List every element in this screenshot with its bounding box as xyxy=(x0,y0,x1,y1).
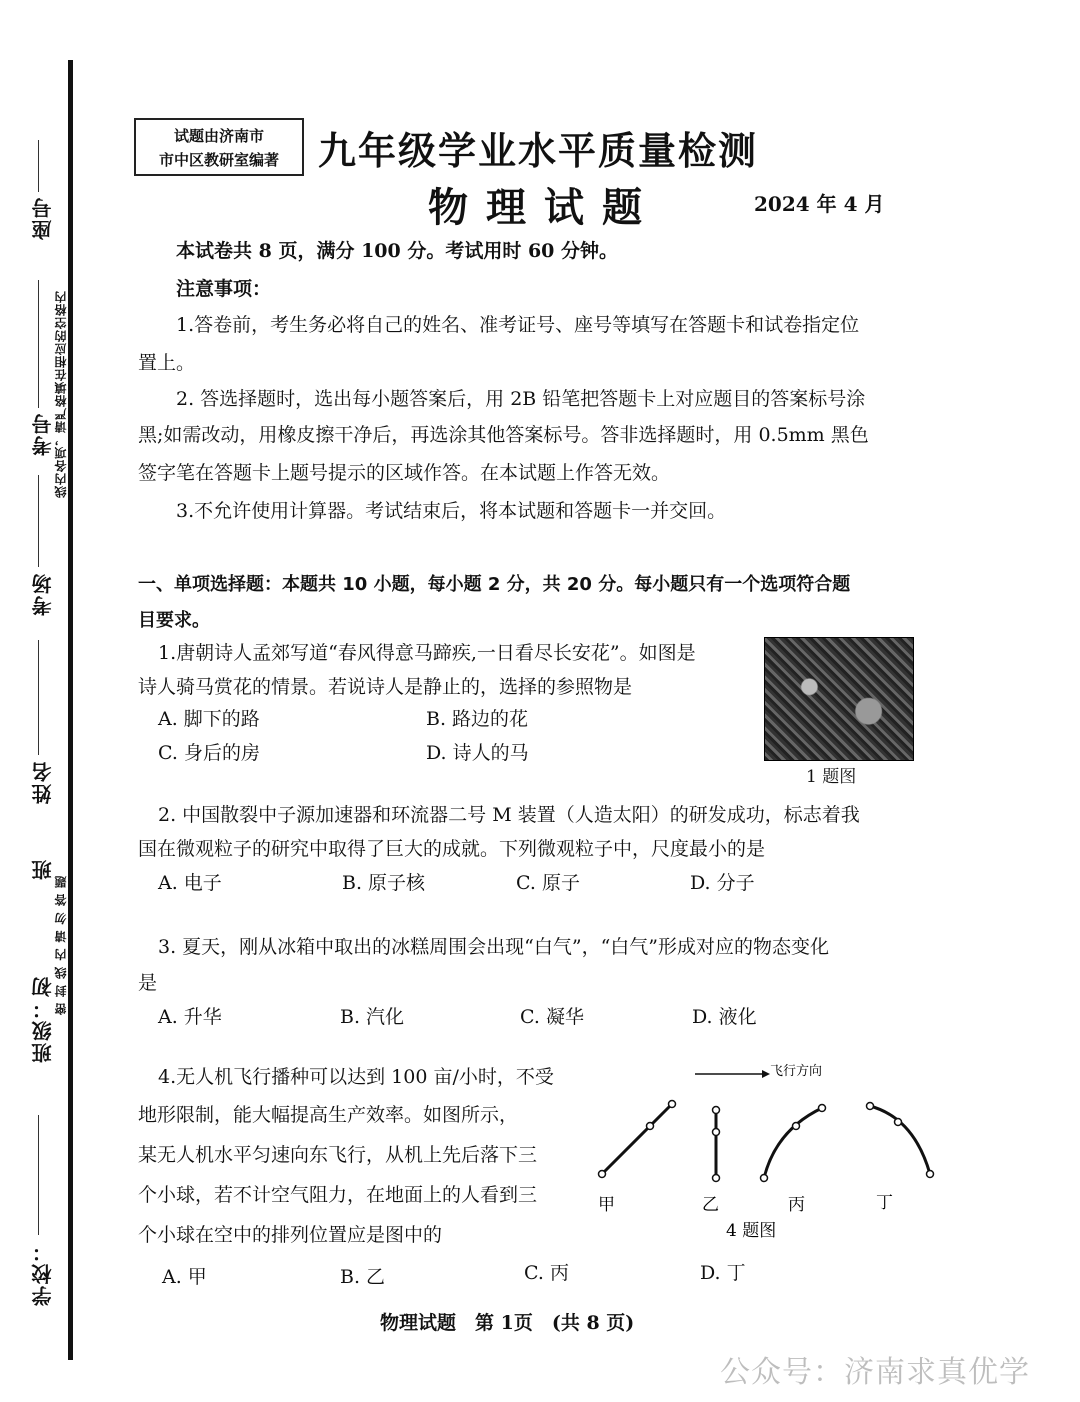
q4-figure-caption: 4 题图 xyxy=(726,1221,777,1241)
flight-direction-arrow xyxy=(695,1070,770,1078)
exam-summary: 本试卷共 8 页，满分 100 分。考试用时 60 分钟。 xyxy=(176,240,619,262)
notice-title: 注意事项： xyxy=(176,278,272,300)
margin-fill-note: 线内各项，请严格填在相应的空格内 xyxy=(54,290,68,498)
page-footer: 物理试题 第 1页 (共 8 页) xyxy=(380,1312,635,1334)
q4-option-b: B. 乙 xyxy=(340,1266,386,1288)
exam-room-blank xyxy=(38,475,39,567)
diagram-jia-balls xyxy=(599,1101,676,1178)
school-blank xyxy=(38,1115,39,1235)
diagram-bing-balls xyxy=(761,1105,826,1182)
q1-option-d: D. 诗人的马 xyxy=(426,742,529,764)
margin-seat-label: 座号 xyxy=(31,196,55,240)
q3-option-d: D. 液化 xyxy=(692,1006,757,1028)
name-blank xyxy=(38,640,39,755)
q2-line1: 2. 中国散裂中子源加速器和环流器二号 M 装置（人造太阳）的研发成功，标志着我 xyxy=(158,804,860,826)
q1-line2: 诗人骑马赏花的情景。若说诗人是静止的，选择的参照物是 xyxy=(138,676,633,698)
margin-exam-room-label: 考场 xyxy=(31,572,55,616)
q1-line1: 1.唐朝诗人孟郊写道“春风得意马蹄疾,一日看尽长安花”。如图是 xyxy=(158,642,696,664)
q4-line4: 个小球，若不计空气阻力，在地面上的人看到三 xyxy=(138,1184,538,1206)
q4-line2: 地形限制，能大幅提高生产效率。如图所示， xyxy=(138,1104,519,1126)
rule2-line3: 签字笔在答题卡上题号提示的区域作答。在本试题上作答无效。 xyxy=(138,462,671,484)
q4-ball-arrangement-diagram xyxy=(590,1058,950,1248)
compiler-note-line1: 试题由济南市 xyxy=(173,127,264,145)
q4-option-c: C. 丙 xyxy=(524,1262,569,1284)
diagram-yi-balls xyxy=(713,1107,720,1182)
exam-no-blank xyxy=(38,280,39,408)
q3-line2: 是 xyxy=(138,972,158,994)
seat-blank xyxy=(38,140,39,192)
q2-option-a: A. 电子 xyxy=(158,872,222,894)
rule1-line2: 置上。 xyxy=(138,352,196,374)
margin-name-label: 姓名 xyxy=(31,760,55,804)
q1-option-b: B. 路边的花 xyxy=(426,708,529,730)
compiler-note-line2: 市中区教研室编著 xyxy=(158,151,279,169)
poet-riding-horse-image xyxy=(764,637,914,761)
margin-class-full-label: 班级：初 xyxy=(31,975,55,1063)
q4-option-d: D. 丁 xyxy=(700,1262,746,1284)
margin-school-label: 学校： xyxy=(31,1240,55,1306)
q2-option-b: B. 原子核 xyxy=(342,872,426,894)
q3-line1: 3. 夏天，刚从冰箱中取出的冰糕周围会出现“白气”，“白气”形成对应的物态变化 xyxy=(158,936,830,958)
q3-option-c: C. 凝华 xyxy=(520,1006,584,1028)
rule3: 3.不允许使用计算器。考试结束后，将本试题和答题卡一并交回。 xyxy=(176,500,727,522)
margin-class-label: 班 xyxy=(31,858,55,880)
q1-option-a: A. 脚下的路 xyxy=(158,708,260,730)
rule2-line1: 2. 答选择题时，选出每小题答案后，用 2B 铅笔把答题卡上对应题目的答案标号涂 xyxy=(176,388,866,410)
section1-heading-cont: 目要求。 xyxy=(138,610,210,631)
binding-line xyxy=(68,60,73,1360)
compiler-note-box xyxy=(134,118,304,176)
q2-line2: 国在微观粒子的研究中取得了巨大的成就。下列微观粒子中，尺度最小的是 xyxy=(138,838,766,860)
q2-option-c: C. 原子 xyxy=(516,872,580,894)
section1-heading: 一、单项选择题：本题共 10 小题，每小题 2 分，共 20 分。每小题只有一个选项符合题 xyxy=(138,574,851,595)
subject-title: 物理试题 xyxy=(428,184,660,231)
diagram-label-bing: 丙 xyxy=(788,1195,805,1215)
q1-option-c: C. 身后的房 xyxy=(158,742,260,764)
margin-seal-note: 密 封 线 内 请 勿 答 题 xyxy=(54,875,68,1016)
q4-line5: 个小球在空中的排列位置应是图中的 xyxy=(138,1224,443,1246)
diagram-ding-balls xyxy=(867,1103,934,1178)
q4-line3: 某无人机水平匀速向东飞行，从机上先后落下三 xyxy=(138,1144,538,1166)
watermark: 公众号：济南求真优学 xyxy=(720,1355,1030,1390)
q2-option-d: D. 分子 xyxy=(690,872,755,894)
rule2-line2: 黑;如需改动，用橡皮擦干净后，再选涂其他答案标号。答非选择题时，用 0.5mm 黑色 xyxy=(138,424,869,446)
q1-figure-caption: 1 题图 xyxy=(806,767,857,787)
diagram-label-jia: 甲 xyxy=(598,1195,615,1215)
diagram-label-ding: 丁 xyxy=(876,1193,893,1213)
margin-exam-no-label: 考号 xyxy=(31,412,55,456)
q3-option-a: A. 升华 xyxy=(158,1006,222,1028)
q4-option-a: A. 甲 xyxy=(162,1266,207,1288)
flight-direction-label: 飞行方向 xyxy=(770,1064,823,1079)
diagram-label-yi: 乙 xyxy=(702,1195,719,1215)
q3-option-b: B. 汽化 xyxy=(340,1006,405,1028)
rule1-line1: 1.答卷前，考生务必将自己的姓名、准考证号、座号等填写在答题卡和试卷指定位 xyxy=(176,314,860,336)
exam-title: 九年级学业水平质量检测 xyxy=(318,128,759,173)
q4-line1: 4.无人机飞行播种可以达到 100 亩/小时，不受 xyxy=(158,1066,554,1088)
exam-date: 2024 年 4 月 xyxy=(754,192,885,216)
